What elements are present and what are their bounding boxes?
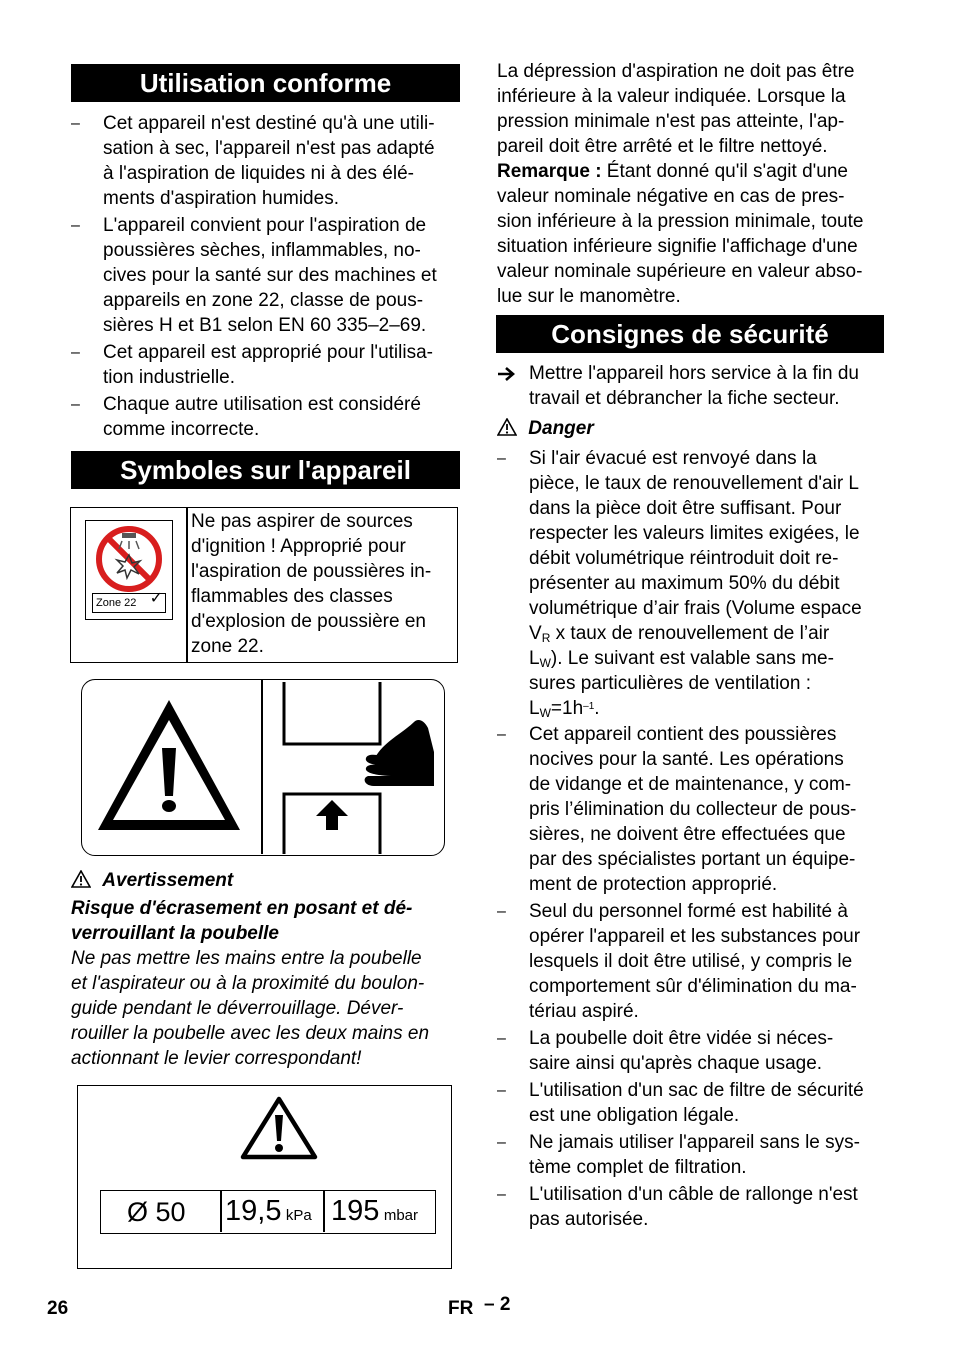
list-item-line: comportement sûr d'élimination du ma- xyxy=(529,976,857,997)
air-line: présenter au maximum 50% du débit xyxy=(529,573,840,594)
heading-symboles: Symboles sur l'appareil xyxy=(71,451,460,489)
list-item-line: pas autorisée. xyxy=(529,1209,649,1230)
air-line: $L_W$). Le suivant est valable sans me- xyxy=(529,648,834,670)
dash-bullet: – xyxy=(497,1186,506,1203)
dash-bullet: – xyxy=(497,726,506,743)
text-line: guide pendant le déverrouillage. Déver- xyxy=(71,998,404,1019)
air-line: sures particulières de ventilation : xyxy=(529,673,811,694)
text-line: travail et débrancher la fiche secteur. xyxy=(529,388,840,409)
warning-body xyxy=(71,946,429,1071)
mbar-unit: mbar xyxy=(383,1207,419,1224)
no-ignition-symbol xyxy=(85,520,173,620)
kpa-unit: kPa xyxy=(285,1207,312,1224)
pressure-values-row xyxy=(100,1190,436,1234)
text-line: et l'aspirateur ou à la proximité du boulon- xyxy=(71,973,425,994)
list-item-line: de vidange et de maintenance, y com- xyxy=(529,774,852,795)
mbar-cell xyxy=(331,1195,418,1227)
remark-line xyxy=(497,159,848,184)
danger-heading xyxy=(497,416,594,441)
air-line: respecter les valeurs limites exigées, le xyxy=(529,523,860,544)
list-item-line: pris l’élimination du collecteur de pous- xyxy=(529,799,857,820)
list-item-line: Cet appareil n'est destiné qu'à une utili- xyxy=(103,113,435,134)
text-line: d'ignition ! Approprié pour xyxy=(191,536,406,557)
text-line: valeur nominale supérieure en valeur abso- xyxy=(497,261,863,282)
list-item-line: Cet appareil est approprié pour l'utilisa- xyxy=(103,342,433,363)
checkmark-icon: ✓ xyxy=(149,590,163,607)
list-item-line: La poubelle doit être vidée si néces- xyxy=(529,1028,834,1049)
pictogram-divider xyxy=(261,680,263,854)
heading-consignes: Consignes de sécurité xyxy=(496,315,884,353)
text-line: d'explosion de poussière en xyxy=(191,611,426,632)
list-item-line: comme incorrecte. xyxy=(103,419,260,440)
intro-paragraph xyxy=(497,59,854,159)
text-line: sion inférieure à la pression minimale, toute xyxy=(497,211,864,232)
page-number: 26 xyxy=(47,1298,69,1319)
kpa-value: 19,5 xyxy=(225,1195,282,1227)
list-item-line: lesquels il doit être utilisé, y compris le xyxy=(529,951,853,972)
zone-22-text: Zone 22 xyxy=(96,597,137,609)
danger-warning-icon xyxy=(497,418,517,436)
list-item-line: Ne jamais utiliser l'appareil sans le sys- xyxy=(529,1132,860,1153)
diameter-value: Ø 50 xyxy=(127,1197,186,1227)
sub-page-number: – 2 xyxy=(484,1294,511,1315)
dash-bullet: – xyxy=(71,344,80,361)
danger-title: Danger xyxy=(528,418,594,439)
list-item-line: L'appareil convient pour l'aspiration de xyxy=(103,215,427,236)
arrow-icon xyxy=(497,364,515,389)
pressure-label xyxy=(77,1085,452,1269)
kpa-cell xyxy=(225,1195,312,1227)
air-line: volumétrique d’air frais (Volume espace xyxy=(529,598,862,619)
dash-bullet: – xyxy=(497,1030,506,1047)
dash-bullet: – xyxy=(497,903,506,920)
list-item-line: poussières sèches, inflammables, no- xyxy=(103,240,421,261)
warning-risk xyxy=(71,896,412,946)
right-arrow-icon xyxy=(497,366,515,382)
dash-bullet: – xyxy=(497,1082,506,1099)
list-item-line: à l'aspiration de liquides ni à des élé- xyxy=(103,163,414,184)
text-line: zone 22. xyxy=(191,636,264,657)
list-item-line: L'utilisation d'un câble de rallonge n'est xyxy=(529,1184,858,1205)
list-item-line: ment de protection approprié. xyxy=(529,874,778,895)
text-line: Mettre l'appareil hors service à la fin du xyxy=(529,363,859,384)
text-line: actionnant le levier correspondant! xyxy=(71,1048,362,1069)
list-item-line: appareils en zone 22, classe de pous- xyxy=(103,290,424,311)
air-line: dans la pièce doit être suffisant. Pour xyxy=(529,498,842,519)
list-item-line: tème complet de filtration. xyxy=(529,1157,747,1178)
warning-title: Avertissement xyxy=(102,870,234,891)
warning-heading xyxy=(71,868,233,893)
list-item-line: ments d'aspiration humides. xyxy=(103,188,339,209)
language-code: FR xyxy=(448,1298,474,1319)
text-line: Ne pas aspirer de sources xyxy=(191,511,413,532)
remark-label: Remarque : xyxy=(497,161,602,182)
list-item-line: saire ainsi qu'après chaque usage. xyxy=(529,1053,823,1074)
remark-paragraph xyxy=(497,184,863,309)
dash-bullet: – xyxy=(71,115,80,132)
air-line: débit volumétrique réintroduit doit re- xyxy=(529,548,839,569)
small-warning-icon xyxy=(71,870,91,888)
list-item-line: tériau aspiré. xyxy=(529,1001,639,1022)
heading-utilisation-conforme: Utilisation conforme xyxy=(71,64,460,102)
text-line: La dépression d'aspiration ne doit pas être xyxy=(497,61,855,82)
text-line: situation inférieure signifie l'affichage d'une xyxy=(497,236,858,257)
text-line: lue sur le manomètre. xyxy=(497,286,681,307)
text-line: valeur nominale négative en cas de pres- xyxy=(497,186,845,207)
list-item-line: sation à sec, l'appareil n'est pas adapté xyxy=(103,138,435,159)
symbol-description xyxy=(191,509,431,659)
list-item-line: nocives pour la santé. Les opérations xyxy=(529,749,844,770)
list-item-line: sières H et B1 selon EN 60 335–2–69. xyxy=(103,315,427,336)
list-item-line: Cet appareil contient des poussières xyxy=(529,724,837,745)
dash-bullet: – xyxy=(71,217,80,234)
dash-bullet: – xyxy=(497,1134,506,1151)
list-item-line: L'utilisation d'un sac de filtre de sécurité xyxy=(529,1080,864,1101)
list-item-line: opérer l'appareil et les substances pour xyxy=(529,926,861,947)
warning-triangle-icon xyxy=(94,696,244,836)
air-line: $L_W=1h^{-1}$. xyxy=(529,698,600,720)
text-line: pareil doit être arrêté et le filtre nettoyé. xyxy=(497,136,828,157)
crush-warning-pictogram xyxy=(81,679,445,856)
list-item-line: est une obligation légale. xyxy=(529,1105,740,1126)
list-item-line: Seul du personnel formé est habilité à xyxy=(529,901,848,922)
dash-bullet: – xyxy=(71,396,80,413)
text-line: Ne pas mettre les mains entre la poubelle xyxy=(71,948,422,969)
text-line: inférieure à la valeur indiquée. Lorsque la xyxy=(497,86,846,107)
hand-crush-icon xyxy=(264,682,442,854)
list-item-line: Chaque autre utilisation est considéré xyxy=(103,394,421,415)
text-line: verrouillant la poubelle xyxy=(71,923,279,944)
text-line: pression minimale n'est pas atteinte, l'ap- xyxy=(497,111,845,132)
list-item-line: tion industrielle. xyxy=(103,367,236,388)
text-line: l'aspiration de poussières in- xyxy=(191,561,432,582)
text-line: Risque d'écrasement en posant et dé- xyxy=(71,898,413,919)
list-item-line: sières, ne doivent être effectuées que xyxy=(529,824,846,845)
list-item-line: par des spécialistes portant un équipe- xyxy=(529,849,856,870)
mbar-value: 195 xyxy=(331,1195,380,1227)
zone-22-label xyxy=(92,590,166,613)
arrow-item xyxy=(529,361,859,411)
air-line: pièce, le taux de renouvellement d'air L xyxy=(529,473,859,494)
list-item-line: cives pour la santé sur des machines et xyxy=(103,265,437,286)
symbol-table-divider xyxy=(186,507,188,663)
text-line: rouiller la poubelle avec les deux mains en xyxy=(71,1023,430,1044)
air-line: $V_R$ x taux de renouvellement de l’air xyxy=(529,623,830,645)
remark-first: Étant donné qu'il s'agit d'une xyxy=(601,161,848,182)
text-line: flammables des classes xyxy=(191,586,393,607)
pressure-warning-icon xyxy=(240,1096,318,1160)
air-line: Si l'air évacué est renvoyé dans la xyxy=(529,448,817,469)
